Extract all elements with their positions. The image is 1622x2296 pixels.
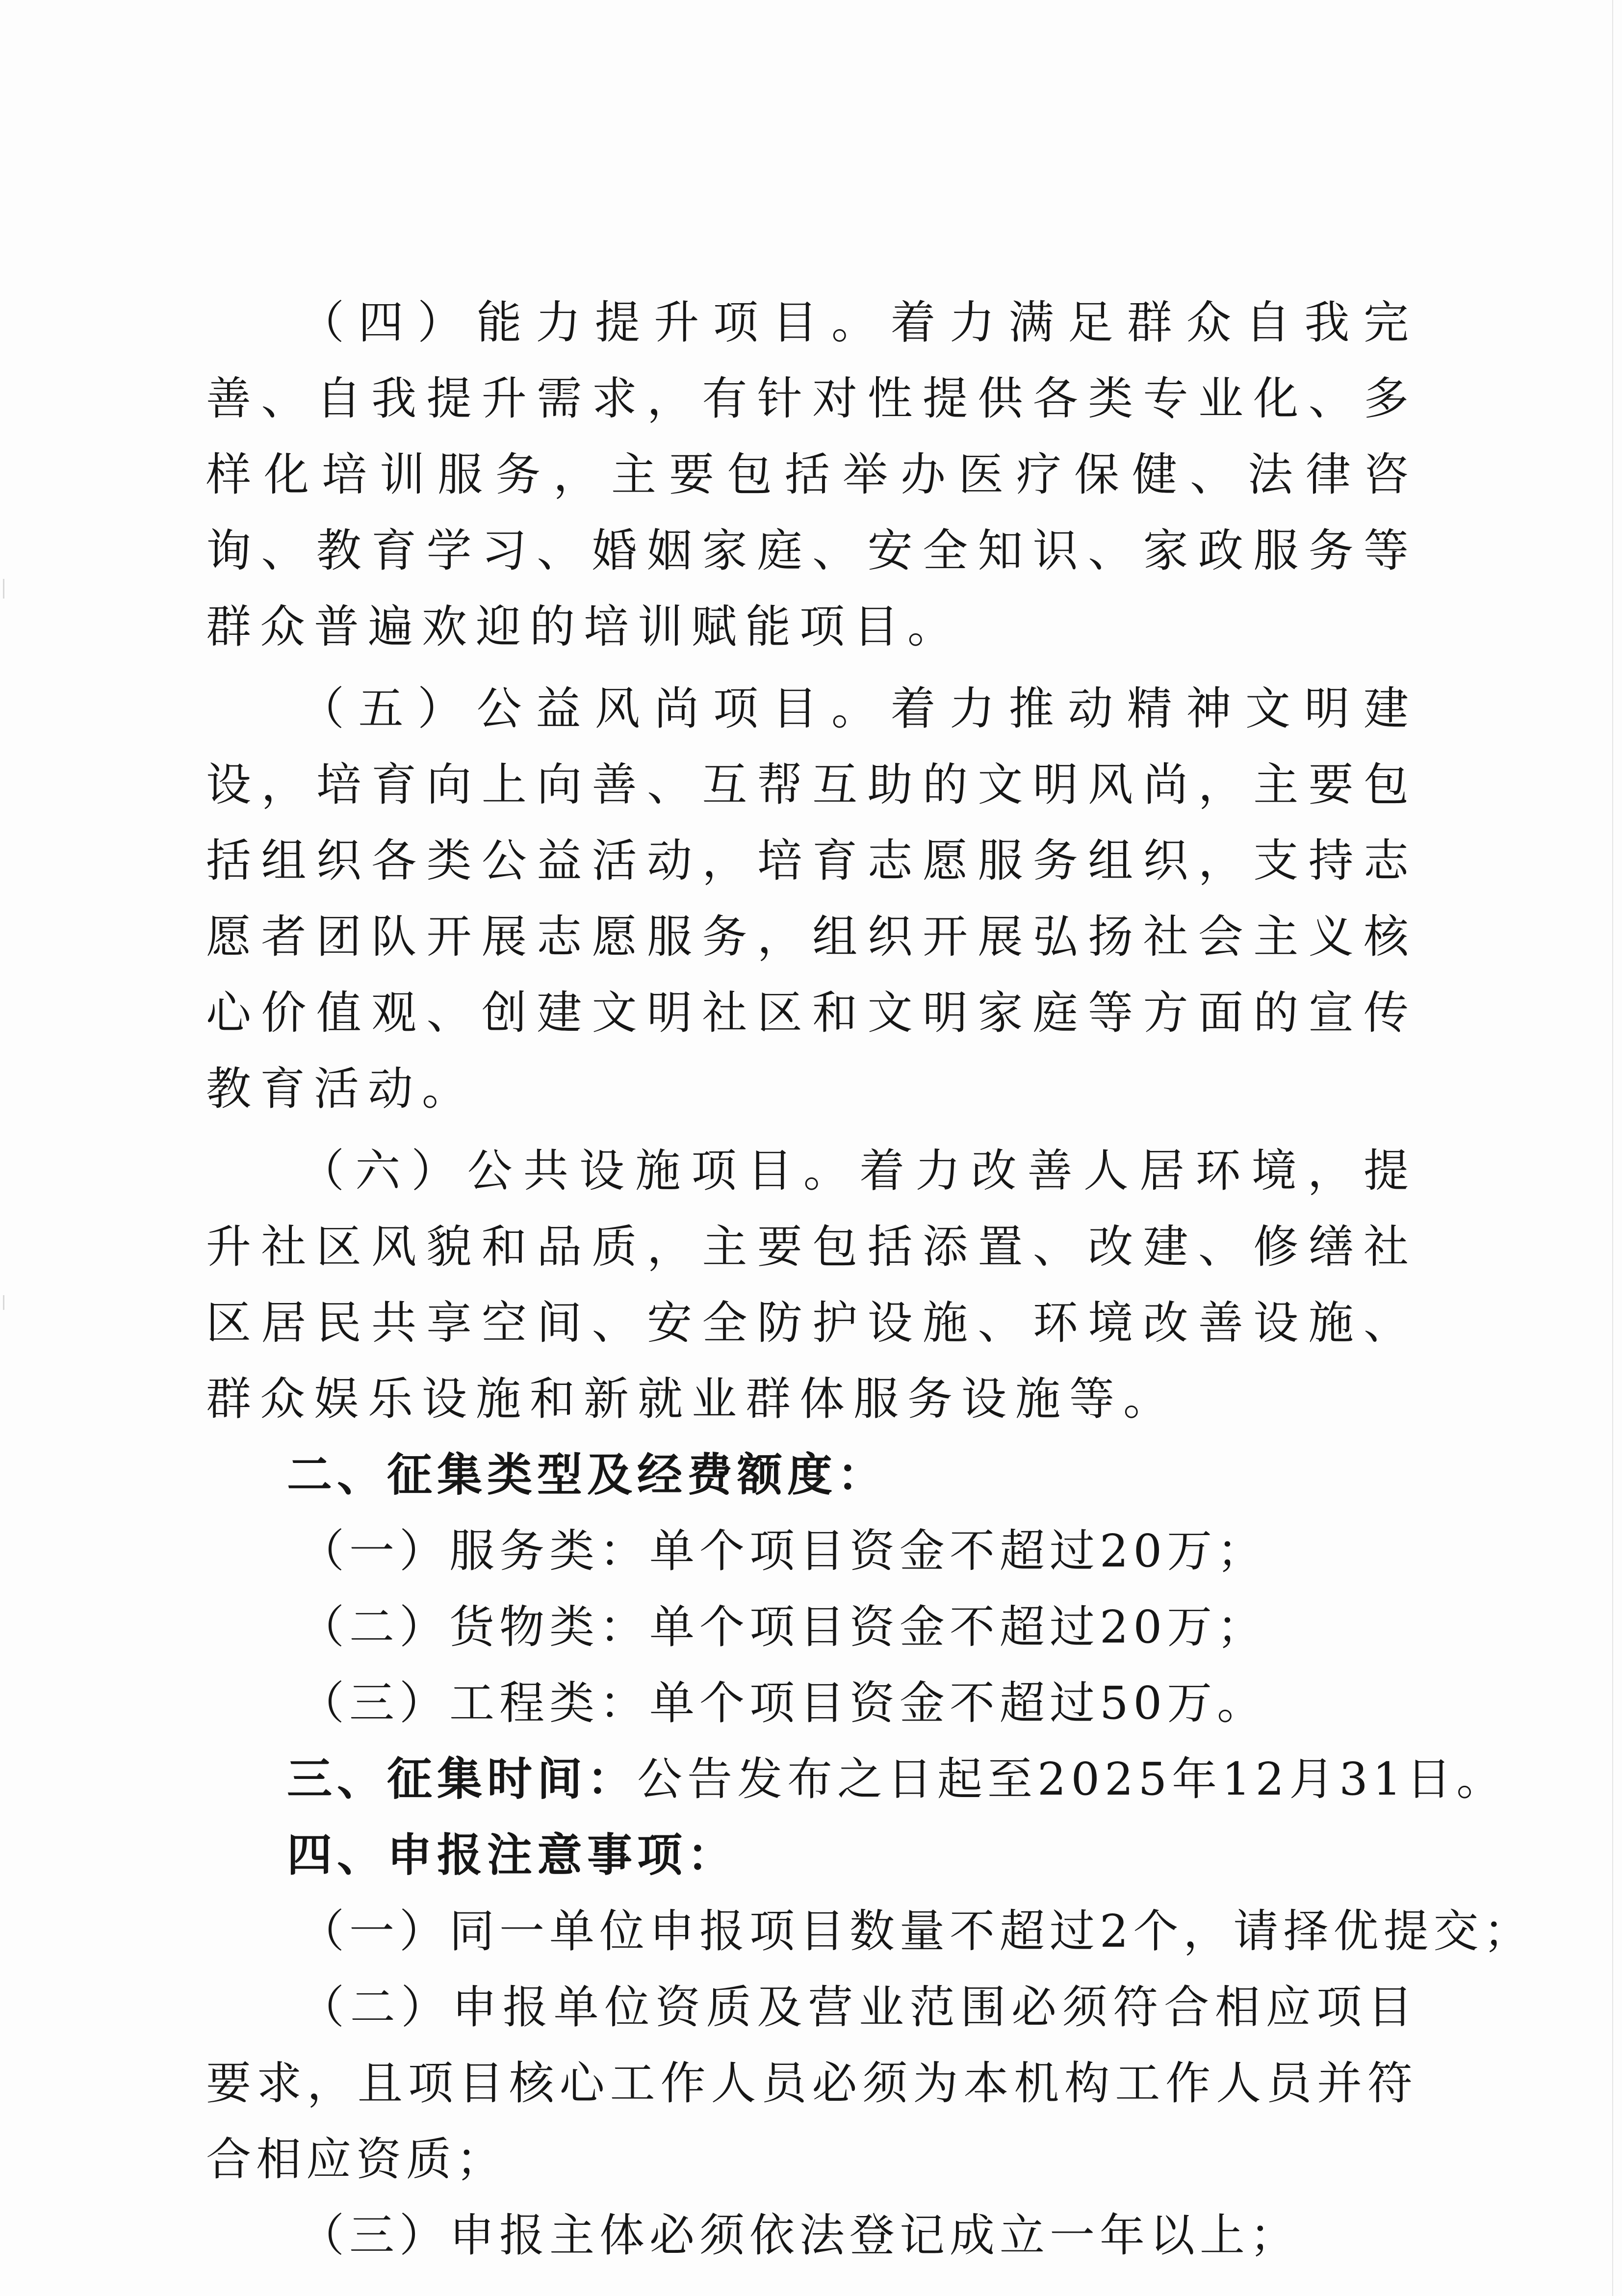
section-heading-collection-time: 三、征集时间： — [287, 1753, 638, 1805]
document-body — [206, 285, 1534, 2273]
paragraph-public-facilities: （六）公共设施项目。着力改善人居环境，提升社区风貌和品质，主要包括添置、改建、修缮社区居民共享空间、安全防护设施、环境改善设施、群众娱乐设施和新就业群体服务设施等。 — [206, 1145, 1417, 1425]
paragraph-capacity-improvement: （四）能力提升项目。着力满足群众自我完善、自我提升需求，有针对性提供各类专业化、多样化培训服务，主要包括举办医疗保健、法律咨询、教育学习、婚姻家庭、安全知识、家政服务等群众普遍欢迎的培训赋能项目。 — [206, 296, 1417, 653]
list-item-goods: （二）货物类：单个项目资金不超过20万； — [299, 1601, 1267, 1653]
section-heading-types-and-funding: 二、征集类型及经费额度： — [287, 1449, 888, 1501]
list-item-note-3: （三）申报主体必须依法登记成立一年以上； — [299, 2209, 1300, 2262]
list-item-note-2: （二）申报单位资质及营业范围必须符合相应项目要求，且项目核心工作人员必须为本机构工作人员并符合相应资质； — [206, 1981, 1417, 2186]
paragraph-public-welfare: （五）公益风尚项目。着力推动精神文明建设，培育向上向善、互帮互助的文明风尚，主要包括组织各类公益活动，培育志愿服务组织，支持志愿者团队开展志愿服务，组织开展弘扬社会主义核心价值观、创建文明社区和文明家庭等方面的宣传教育活动。 — [206, 682, 1417, 1115]
section-collection-time — [206, 1741, 1507, 1817]
scan-margin-mark — [3, 579, 4, 599]
scan-margin-mark — [3, 1295, 4, 1310]
section-heading-notes: 四、申报注意事项： — [287, 1829, 738, 1881]
collection-time-text: 公告发布之日起至2025年12月31日。 — [637, 1753, 1507, 1805]
scan-page-edge — [1612, 0, 1613, 2296]
list-item-engineering: （三）工程类：单个项目资金不超过50万。 — [299, 1677, 1267, 1729]
list-item-service: （一）服务类：单个项目资金不超过20万； — [299, 1525, 1267, 1577]
list-item-note-1: （一）同一单位申报项目数量不超过2个，请择优提交； — [299, 1905, 1534, 1957]
